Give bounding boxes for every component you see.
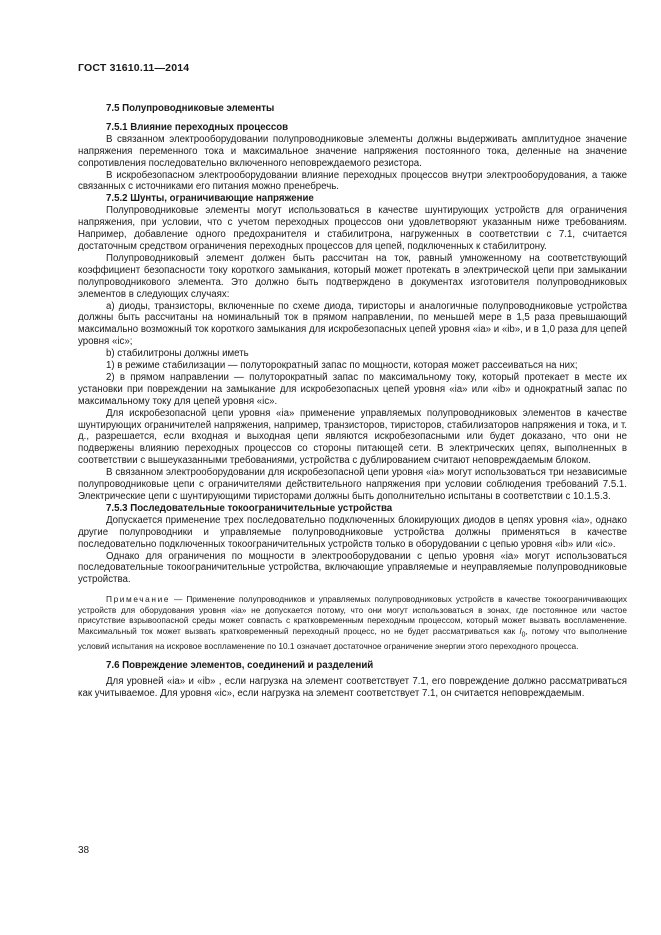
- paragraph: В связанном электрооборудовании для искробезопасной цепи уровня «ia» могут использоваться три независимые полупроводниковые цепи с ограничителями действительного напряжения при условии соблюдения требований 7.5.1. Электрические цепи с шунтирующими тиристорами должны быть дополнительно испытаны в соответствии с 10.1.5.3.: [78, 467, 627, 502]
- paragraph: Для искробезопасной цепи уровня «ia» применение управляемых полупроводниковых элементов в качестве шунтирующих ограничителей напряжения, например, транзисторов, тиристоров, стабилизаторов напряжения и тока, и т. д., разрешается, если входная и выходная цепи являются искробезопасными или будет доказано, что они не подвержены влиянию переходных процессов со стороны питающей сети. В электрических цепях, выполненных в соответствии с вышеуказанными требованиями, устройства с дублированием считают неповреждаемым блоком.: [78, 407, 627, 467]
- paragraph: Однако для ограничения по мощности в электрооборудовании с цепью уровня «ia» могут использоваться последовательные токоограничительные устройства, включающие управляемые и неуправляемые полупроводниковые устройства.: [78, 550, 627, 586]
- section-heading-7-5-3: 7.5.3 Последовательные токоограничительные устройства: [106, 502, 393, 514]
- paragraph: Полупроводниковый элемент должен быть рассчитан на ток, равный умноженному на соответствующий коэффициент безопасности току короткого замыкания, который может протекать в электрической цепи при замыкании полупроводникового элемента. Это должно быть подтверждено в документах изготовителя полупроводниковых элементов в следующих случаях:: [78, 252, 627, 300]
- note-label: Примечание: [106, 594, 171, 605]
- note-subscript: 0: [521, 631, 526, 639]
- list-item-b2: 2) в прямом направлении — полуторократный запас по максимальному току, который протекает в месте их установки при повреждении на замыкание для искробезопасных цепей уровня «ia» или «ib» и однократный запас по максимальному току для цепей уровня «ic».: [78, 371, 627, 407]
- section-heading-7-5-1: 7.5.1 Влияние переходных процессов: [106, 121, 289, 133]
- page-body: [78, 92, 627, 700]
- paragraph: Полупроводниковые элементы могут использоваться в качестве шунтирующих устройств для ограничения напряжения, при условии, что с учетом переходных процессов они удовлетворяют указанным ниже требованиям. Например, добавление одного предохранителя и стабилитрона, нагруженных в соответствии с 7.1, считается достаточным средством ограничения переходных процессов для цепей, подключенных к стабилитрону.: [78, 205, 627, 252]
- section-heading-7-6: 7.6 Повреждение элементов, соединений и разделений: [106, 660, 374, 672]
- note-text-b: , потому что выполнение условий испытания на искровое воспламенение по 10.1 означает достаточное ограничение энергии этого переходного процесса.: [78, 625, 627, 651]
- list-item-b1: 1) в режиме стабилизации — полуторократный запас по мощности, которая может рассеиваться на них;: [106, 360, 578, 372]
- note-block: [78, 594, 627, 651]
- paragraph: Допускается применение трех последовательно подключенных блокирующих диодов в цепях уровня «ia», однако другие полупроводники и управляемые полупроводниковые устройства должны применяться в качестве последовательно подключенных токоограничительных устройств только в оборудовании с цепью уровня «ib» или «ic».: [78, 514, 627, 550]
- paragraph: В искробезопасном электрооборудовании влияние переходных процессов внутри электрооборудования, а также связанных с источниками его питания можно пренебречь.: [78, 169, 627, 193]
- list-item-b: b) стабилитроны должны иметь: [106, 348, 249, 360]
- paragraph: В связанном электрооборудовании полупроводниковые элементы должны выдерживать амплитудное значение напряжения переменного тока и максимальное значение напряжения постоянного тока, деленные на значение сопротивления последовательно включенного неповреждаемого резистора.: [78, 133, 627, 169]
- document-header: ГОСТ 31610.11—2014: [78, 62, 190, 74]
- paragraph: Для уровней «ia» и «ib» , если нагрузка на элемент соответствует 7.1, его повреждение должно рассматриваться как учитываемое. Для уровня «ic», если нагрузка на элемент соответствует 7.1, он считается неповреждаемым.: [78, 676, 627, 700]
- note-symbol: I: [519, 625, 522, 636]
- section-heading-7-5: 7.5 Полупроводниковые элементы: [106, 103, 275, 114]
- list-item-a: a) диоды, транзисторы, включенные по схеме диода, тиристоры и аналогичные полупроводниковые устройства должны быть рассчитаны на номинальный ток в прямом направлении, по меньшей мере в 1,5 раза превышающий максимально возможный ток короткого замыкания для искробезопасных цепей уровня «ia» и «ib», и в 1,0 раза для цепей уровня «ic»;: [78, 300, 627, 348]
- page-number: 38: [78, 845, 90, 856]
- section-heading-7-5-2: 7.5.2 Шунты, ограничивающие напряжение: [106, 193, 314, 205]
- note-text-a: — Применение полупроводников и управляемых полупроводниковых устройств в качестве токоограничивающих устройств для оборудования уровня «ia» не допускается потому, что они могут использоваться в зонах, где постоянное или частое присутствие взрывоопасной среды может совпасть с кратковременным переходным процессом, который может вызвать воспламенение. Максимальный ток может вызвать кратковременный переходный процесс, но не будет рассматриваться как: [78, 594, 627, 636]
